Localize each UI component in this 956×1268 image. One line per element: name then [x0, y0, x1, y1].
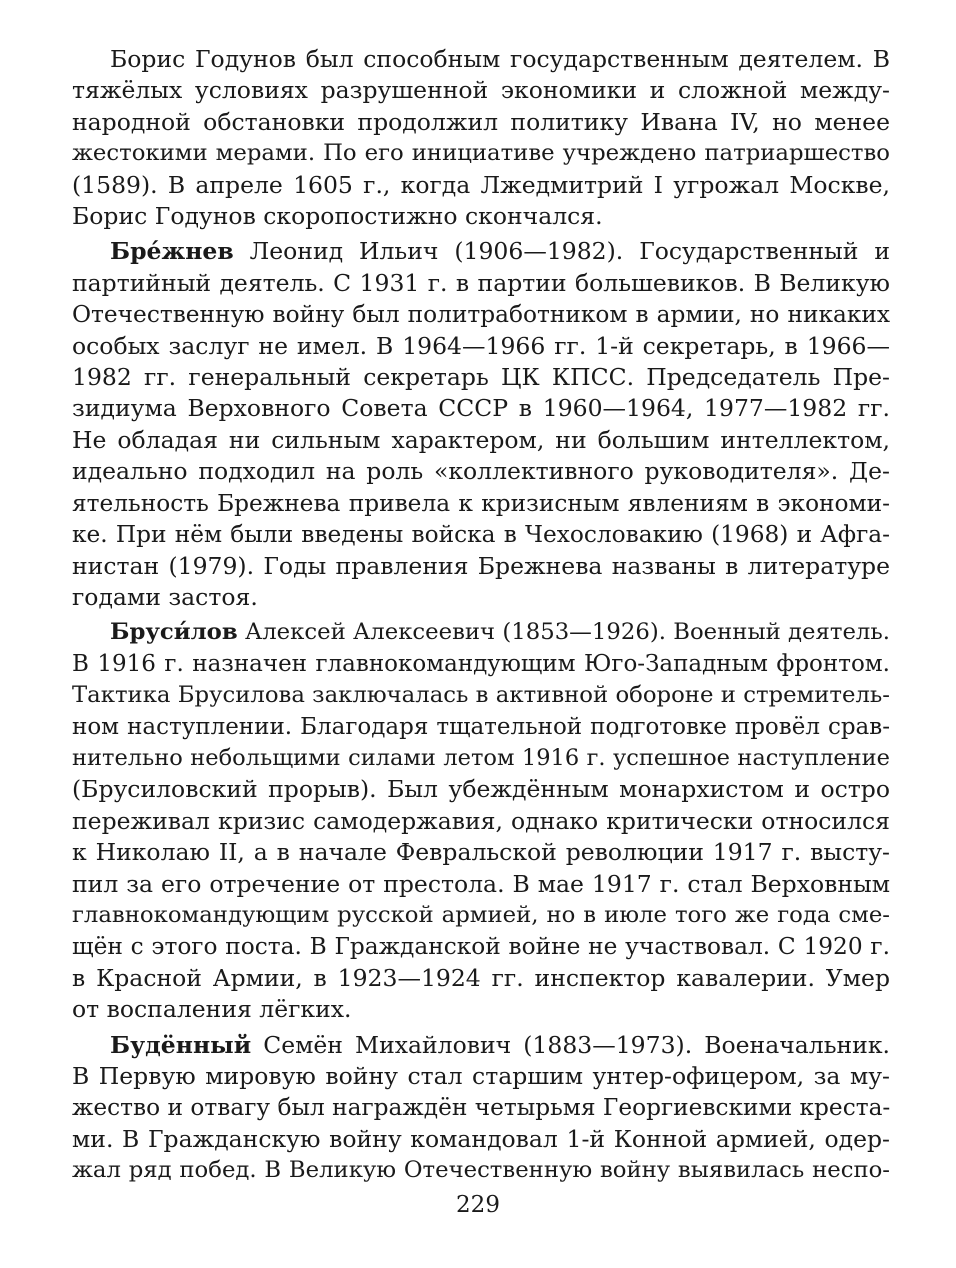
text-line: жал ряд побед. В Великую Отечественную войну выявилась неспо- [72, 1157, 890, 1184]
text-block [72, 44, 890, 1187]
text-line: зидиума Верховного Совета СССР в 1960—1964, 1977—1982 гг. [72, 394, 890, 423]
text-line: Не обладая ни сильным характером, ни большим интеллектом, [72, 425, 890, 454]
text-line: (Брусиловский прорыв). Был убеждённым монархистом и остро [72, 775, 890, 804]
text-line: главнокомандующим русской армией, но в июле того же года сме- [72, 901, 890, 928]
text-line: жество и отвагу был награждён четырьмя Георгиевскими креста- [72, 1094, 891, 1122]
text-line: ми. В Гражданскую войну командовал 1-й Конной армией, одер- [72, 1124, 890, 1153]
text-line: нистан (1979). Годы правления Брежнева названы в литературе [72, 551, 890, 580]
text-line: партийный деятель. С 1931 г. в партии большевиков. В Великую [72, 268, 890, 297]
text-line: народной обстановки продолжил политику Ивана IV, но менее [72, 107, 890, 136]
paragraph [72, 1030, 890, 1187]
text-line [72, 236, 890, 267]
entry-heading-rest: Семён Михайлович (1883—1973). Военачальник. [263, 1030, 890, 1059]
entry-term: Бре́жнев [110, 237, 234, 266]
text-line: переживал кризис самодержавия, однако критически относился [72, 806, 890, 835]
text-line: ятельность Брежнева привела к кризисным явлениям в экономи- [72, 489, 890, 517]
text-line: ном наступлении. Благодаря тщательной подготовке провёл срав- [72, 713, 890, 740]
text-line: особых заслуг не имел. В 1964—1966 гг. 1-й секретарь, в 1966— [72, 331, 890, 360]
paragraph [72, 44, 890, 232]
page-number: 229 [456, 1192, 500, 1218]
text-line [72, 617, 890, 648]
entry-term: Будённый [110, 1030, 252, 1059]
entry-heading-rest: Алексей Алексеевич (1853—1926). Военный деятель. [245, 619, 890, 646]
text-line: щён с этого поста. В Гражданской войне не участвовал. С 1920 г. [72, 933, 890, 961]
text-line: Борис Годунов скоропостижно скончался. [72, 202, 603, 231]
page-body [72, 44, 890, 1187]
entry-heading-rest: Леонид Ильич (1906—1982). Государственный и [249, 237, 890, 266]
text-line: пил за его отречение от престола. В мае 1917 г. стал Верховным [72, 869, 890, 898]
text-line: В Первую мировую войну стал старшим унтер-офицером, за му- [72, 1062, 890, 1090]
text-line: к Николаю II, а в начале Февральской революции 1917 г. высту- [72, 838, 890, 867]
text-line: 1982 гг. генеральный секретарь ЦК КПСС. Председатель Пре- [72, 363, 890, 392]
text-line: Борис Годунов был способным государственным деятелем. В [110, 45, 890, 73]
entry-term: Бруси́лов [110, 619, 238, 646]
text-line: (1589). В апреле 1605 г., когда Лжедмитрий I угрожал Москве, [72, 170, 890, 199]
paragraph [72, 236, 890, 613]
text-line: тяжёлых условиях разрушенной экономики и сложной между- [72, 76, 890, 105]
text-line: Отечественную войну был политработником в армии, но никаких [72, 301, 890, 329]
text-line: жестокими мерами. По его инициативе учреждено патриаршество [72, 140, 890, 167]
text-line: В 1916 г. назначен главнокомандующим Юго-Западным фронтом. [72, 650, 890, 677]
text-line: ке. При нём были введены войска в Чехословакию (1968) и Афга- [72, 521, 890, 549]
text-line: от воспаления лёгких. [72, 995, 352, 1024]
text-line: Тактика Брусилова заключалась в активной обороне и стремитель- [72, 682, 890, 709]
text-line [72, 1030, 890, 1061]
text-line: годами застоя. [72, 582, 258, 611]
text-line: в Красной Армии, в 1923—1924 гг. инспектор кавалерии. Умер [72, 963, 890, 992]
text-line: идеально подходил на роль «коллективного руководителя». Де- [72, 457, 890, 486]
paragraph [72, 617, 890, 1025]
text-line: нительно небольщими силами летом 1916 г. успешное наступление [72, 744, 890, 771]
